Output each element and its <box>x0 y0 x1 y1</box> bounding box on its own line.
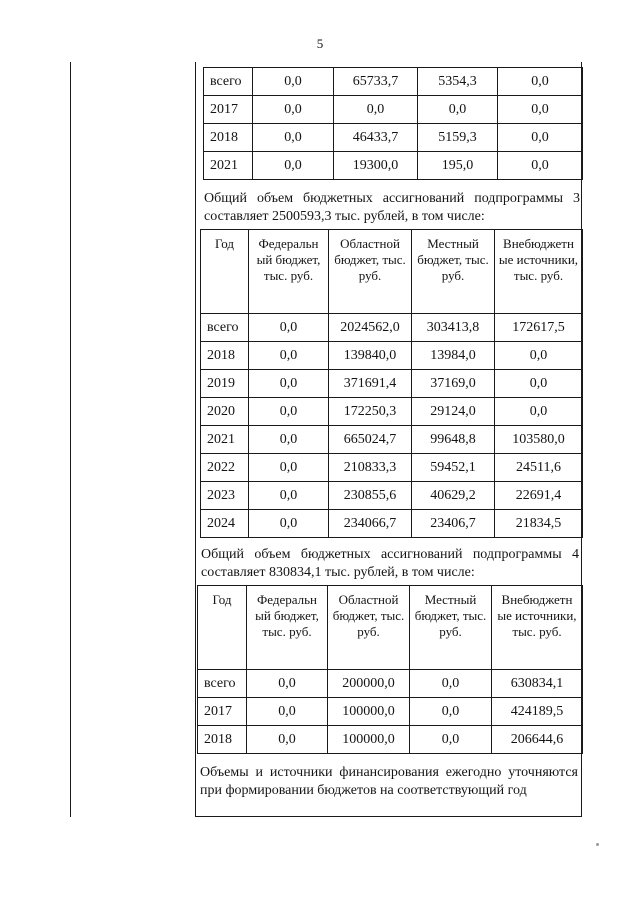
cell-federal: 0,0 <box>247 670 328 698</box>
table-row <box>201 510 583 538</box>
subprogram-3-header-row <box>201 230 583 314</box>
cell-extrabudgetary: 206644,6 <box>492 726 583 754</box>
cell-local: 0,0 <box>410 726 492 754</box>
header-extrabudgetary: Внебюджетн ые источники, тыс. руб. <box>492 586 583 670</box>
cell-regional: 234066,7 <box>329 510 412 538</box>
cell-federal: 0,0 <box>253 96 334 124</box>
cell-local: 99648,8 <box>412 426 495 454</box>
table-row <box>204 152 583 180</box>
cell-federal: 0,0 <box>247 698 328 726</box>
page-number: 5 <box>316 36 324 51</box>
cell-year: всего <box>198 670 247 698</box>
cell-federal: 0,0 <box>249 426 329 454</box>
cell-regional: 172250,3 <box>329 398 412 426</box>
cell-federal: 0,0 <box>249 314 329 342</box>
cell-regional: 0,0 <box>334 96 418 124</box>
cell-local: 195,0 <box>418 152 498 180</box>
cell-extrabudgetary: 0,0 <box>495 398 583 426</box>
cell-extrabudgetary: 0,0 <box>498 124 583 152</box>
cell-regional: 65733,7 <box>334 68 418 96</box>
cell-local: 5354,3 <box>418 68 498 96</box>
table-row <box>198 698 583 726</box>
cell-local: 29124,0 <box>412 398 495 426</box>
cell-federal: 0,0 <box>249 454 329 482</box>
cell-regional: 371691,4 <box>329 370 412 398</box>
cell-regional: 139840,0 <box>329 342 412 370</box>
table-row <box>201 342 583 370</box>
header-regional: Областной бюджет, тыс. руб. <box>329 230 412 314</box>
header-regional: Областной бюджет, тыс. руб. <box>328 586 410 670</box>
table-row <box>201 482 583 510</box>
cell-extrabudgetary: 0,0 <box>498 96 583 124</box>
cell-regional: 46433,7 <box>334 124 418 152</box>
cell-regional: 200000,0 <box>328 670 410 698</box>
cell-year: 2017 <box>198 698 247 726</box>
cell-year: 2018 <box>201 342 249 370</box>
subprogram-3-table-body <box>201 314 583 538</box>
cell-extrabudgetary: 0,0 <box>495 370 583 398</box>
cell-regional: 100000,0 <box>328 726 410 754</box>
table-row <box>201 454 583 482</box>
cell-local: 23406,7 <box>412 510 495 538</box>
cell-local: 59452,1 <box>412 454 495 482</box>
cell-local: 0,0 <box>418 96 498 124</box>
cell-local: 37169,0 <box>412 370 495 398</box>
cell-regional: 100000,0 <box>328 698 410 726</box>
cell-extrabudgetary: 424189,5 <box>492 698 583 726</box>
cell-year: всего <box>201 314 249 342</box>
table-row <box>201 426 583 454</box>
cell-extrabudgetary: 0,0 <box>495 342 583 370</box>
header-federal: Федеральн ый бюджет, тыс. руб. <box>247 586 328 670</box>
header-year: Год <box>198 586 247 670</box>
table-row <box>204 124 583 152</box>
cell-year: 2018 <box>198 726 247 754</box>
subprogram-4-table <box>197 585 583 754</box>
cell-extrabudgetary: 0,0 <box>498 68 583 96</box>
cell-extrabudgetary: 630834,1 <box>492 670 583 698</box>
frame-bottom-border <box>195 816 582 817</box>
cell-local: 40629,2 <box>412 482 495 510</box>
subprogram-4-header-row <box>198 586 583 670</box>
subprogram-3-table <box>200 229 583 538</box>
cell-year: 2023 <box>201 482 249 510</box>
table-row <box>204 96 583 124</box>
table-row <box>204 68 583 96</box>
cell-extrabudgetary: 103580,0 <box>495 426 583 454</box>
funding-table-continued <box>203 67 583 180</box>
header-extrabudgetary: Внебюджетн ые источники, тыс. руб. <box>495 230 583 314</box>
cell-federal: 0,0 <box>249 482 329 510</box>
table-row <box>201 314 583 342</box>
cell-year: 2022 <box>201 454 249 482</box>
header-local: Местный бюджет, тыс. руб. <box>410 586 492 670</box>
subprogram-4-table-body <box>198 670 583 754</box>
cell-extrabudgetary: 21834,5 <box>495 510 583 538</box>
cell-extrabudgetary: 24511,6 <box>495 454 583 482</box>
cell-regional: 19300,0 <box>334 152 418 180</box>
cell-federal: 0,0 <box>249 510 329 538</box>
cell-federal: 0,0 <box>253 152 334 180</box>
cell-federal: 0,0 <box>253 124 334 152</box>
scan-speck <box>596 843 599 846</box>
cell-regional: 2024562,0 <box>329 314 412 342</box>
table-row <box>198 670 583 698</box>
subprogram-4-intro: Общий объем бюджетных ассигнований подпрограммы 4 составляет 830834,1 тыс. рублей, в том числе: <box>201 547 579 580</box>
frame-column-divider <box>195 62 196 817</box>
cell-year: 2017 <box>204 96 253 124</box>
header-local: Местный бюджет, тыс. руб. <box>412 230 495 314</box>
cell-federal: 0,0 <box>253 68 334 96</box>
closing-note: Объемы и источники финансирования ежегодно уточняются при формировании бюджетов на соответствующий год <box>200 765 578 798</box>
cell-federal: 0,0 <box>249 398 329 426</box>
table-row <box>201 370 583 398</box>
funding-table-continued-body <box>204 68 583 180</box>
cell-year: 2020 <box>201 398 249 426</box>
cell-regional: 665024,7 <box>329 426 412 454</box>
frame-left-border <box>70 62 71 817</box>
cell-local: 0,0 <box>410 698 492 726</box>
cell-federal: 0,0 <box>249 370 329 398</box>
cell-federal: 0,0 <box>247 726 328 754</box>
subprogram-3-intro: Общий объем бюджетных ассигнований подпрограммы 3 составляет 2500593,3 тыс. рублей, в том числе: <box>204 191 580 224</box>
table-row <box>201 398 583 426</box>
cell-local: 0,0 <box>410 670 492 698</box>
cell-year: 2021 <box>201 426 249 454</box>
cell-local: 5159,3 <box>418 124 498 152</box>
cell-extrabudgetary: 22691,4 <box>495 482 583 510</box>
cell-local: 303413,8 <box>412 314 495 342</box>
cell-year: всего <box>204 68 253 96</box>
table-row <box>198 726 583 754</box>
cell-year: 2018 <box>204 124 253 152</box>
cell-extrabudgetary: 172617,5 <box>495 314 583 342</box>
cell-year: 2019 <box>201 370 249 398</box>
cell-year: 2024 <box>201 510 249 538</box>
cell-year: 2021 <box>204 152 253 180</box>
cell-federal: 0,0 <box>249 342 329 370</box>
cell-extrabudgetary: 0,0 <box>498 152 583 180</box>
header-year: Год <box>201 230 249 314</box>
cell-regional: 230855,6 <box>329 482 412 510</box>
cell-local: 13984,0 <box>412 342 495 370</box>
header-federal: Федеральн ый бюджет, тыс. руб. <box>249 230 329 314</box>
cell-regional: 210833,3 <box>329 454 412 482</box>
